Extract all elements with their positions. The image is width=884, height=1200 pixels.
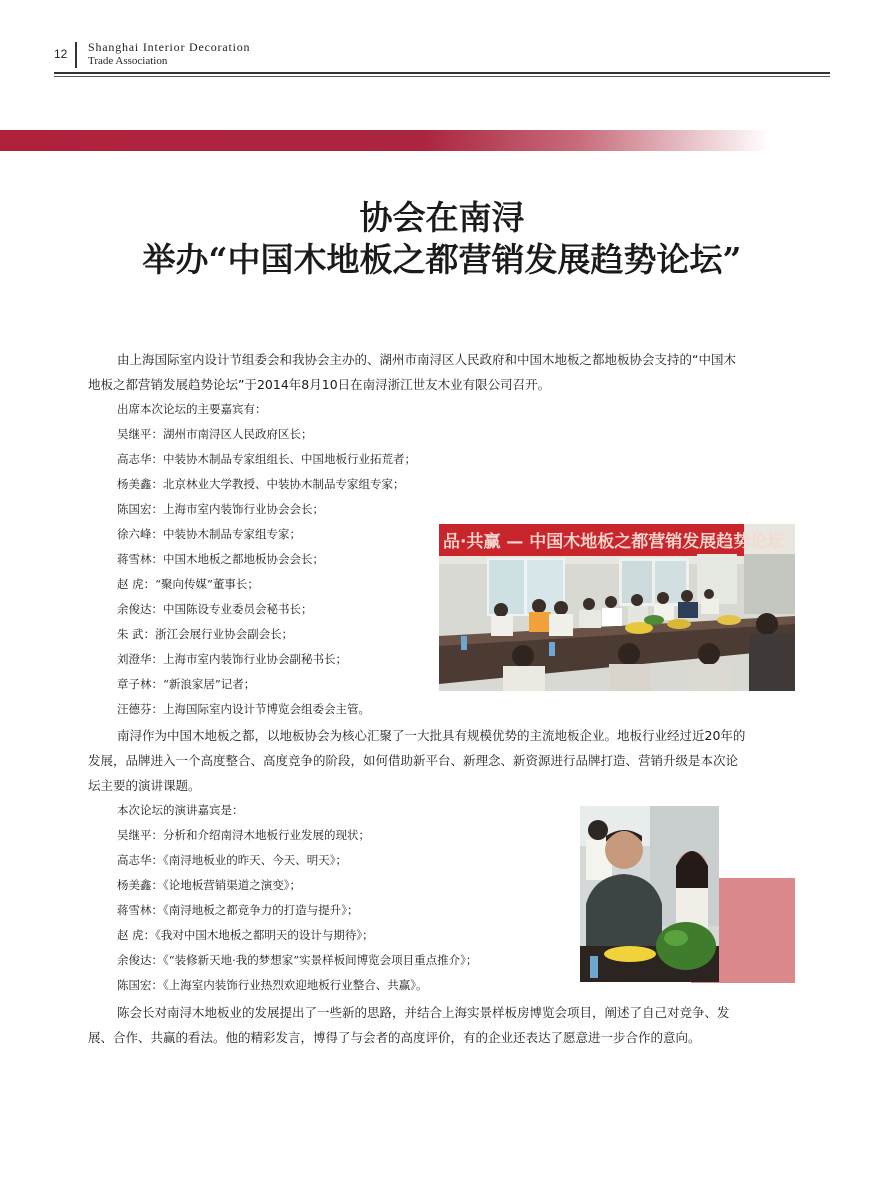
banner-text: 品·共赢 — 中国木地板之都营销发展趋势论坛 [443, 532, 785, 552]
forum-meeting-photo [439, 524, 795, 691]
org-name-line2: Trade Association [88, 55, 168, 67]
guest-item: 高志华：中装协木制品专家组组长、中国地板行业拓荒者； [117, 452, 416, 466]
speaker-item: 陈国宏：《上海室内装饰行业热烈欢迎地板行业整合、共赢》。 [117, 978, 428, 992]
header-rule-thin [54, 76, 830, 77]
speaker-item: 余俊达：《“装修新天地·我的梦想家”实景样板间博览会项目重点推介》； [117, 953, 478, 967]
speaker-close-up-photo [580, 806, 719, 982]
speaker-item: 杨美鑫：《论地板营销渠道之演变》； [117, 878, 301, 892]
page-number: 12 [54, 47, 68, 61]
guest-item: 刘澄华：上海市室内装饰行业协会副秘书长； [117, 652, 347, 666]
article-title-line2: 举办“中国木地板之都营销发展趋势论坛” [142, 240, 742, 279]
intro-line-2: 地板之都营销发展趋势论坛”于2014年8月10日在南浔浙江世友木业有限公司召开。 [88, 377, 551, 392]
guest-item: 蒋雪林：中国木地板之都地板协会会长； [117, 552, 324, 566]
guest-item: 章子林：“新浪家居”记者； [117, 677, 256, 691]
org-name-line1: Shanghai Interior Decoration [88, 40, 251, 54]
guest-item: 吴继平：湖州市南浔区人民政府区长； [117, 427, 313, 441]
guest-item: 陈国宏：上海市室内装饰行业协会会长； [117, 502, 324, 516]
para2-line-1: 南浔作为中国木地板之都，以地板协会为核心汇聚了一大批具有规模优势的主流地板企业。地板行业经过近20年的 [117, 728, 746, 743]
page-header [54, 38, 830, 74]
header-divider [75, 42, 77, 68]
speaker-item: 高志华：《南浔地板业的昨天、今天、明天》； [117, 853, 347, 867]
guest-item: 赵 虎：“聚向传媒”董事长； [117, 577, 259, 591]
guest-item: 朱 武：浙江会展行业协会副会长； [117, 627, 294, 641]
guest-item: 杨美鑫：北京林业大学教授、中装协木制品专家组专家； [117, 477, 405, 491]
decorative-red-band [0, 130, 770, 151]
article-title-line1: 协会在南浔 [359, 198, 525, 237]
para3-line-2: 展、合作、共赢的看法。他的精彩发言，博得了与会者的高度评价，有的企业还表达了愿意进一步合作的意向。 [88, 1030, 701, 1045]
speaker-item: 吴继平：分析和介绍南浔木地板行业发展的现状； [117, 828, 370, 842]
guest-item: 徐六峰：中装协木制品专家组专家； [117, 527, 301, 541]
para2-line-2: 发展，品牌进入一个高度整合、高度竞争的阶段，如何借助新平台、新理念、新资源进行品牌打造、营销升级是本次论 [88, 753, 739, 768]
para3-line-1: 陈会长对南浔木地板业的发展提出了一些新的思路，并结合上海实景样板房博览会项目，阐述了自己对竞争、发 [117, 1005, 730, 1020]
speaker-item: 蒋雪林：《南浔地板之都竞争力的打造与提升》； [117, 903, 359, 917]
speakers-heading: 本次论坛的演讲嘉宾是： [117, 803, 244, 817]
guest-item: 汪德芬：上海国际室内设计节博览会组委会主管。 [117, 702, 370, 716]
guest-item: 余俊达：中国陈设专业委员会秘书长； [117, 602, 313, 616]
intro-line-1: 由上海国际室内设计节组委会和我协会主办的、湖州市南浔区人民政府和中国木地板之都地板协会支持的“中国木 [117, 352, 736, 367]
guests-heading: 出席本次论坛的主要嘉宾有： [117, 402, 267, 416]
header-rule-thick [54, 72, 830, 74]
para2-line-3: 坛主要的演讲课题。 [88, 778, 201, 793]
speaker-item: 赵 虎：《我对中国木地板之都明天的设计与期待》； [117, 928, 374, 942]
